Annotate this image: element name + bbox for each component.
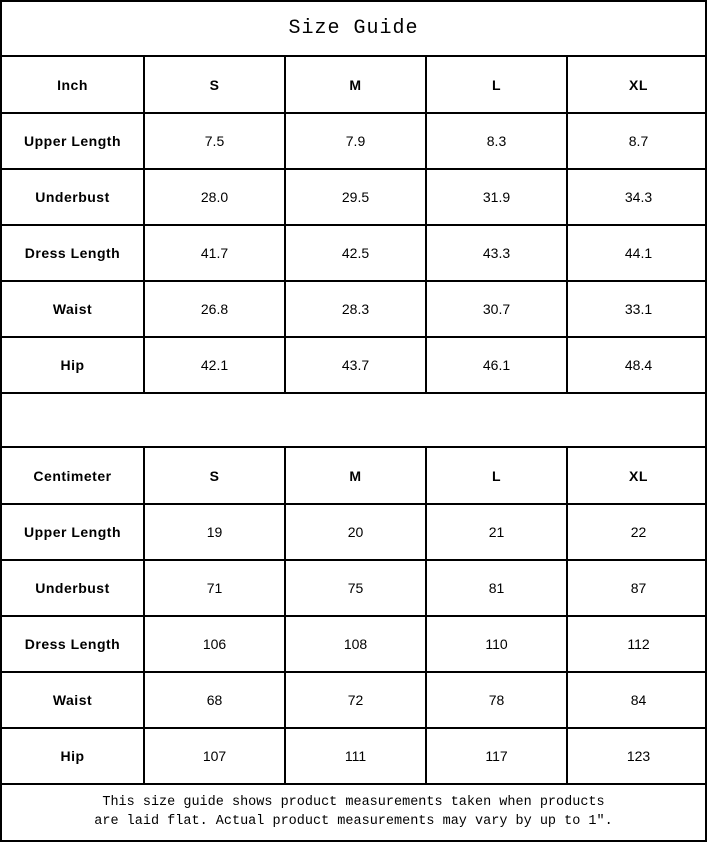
measurement-value: 68: [144, 672, 285, 728]
measurement-value: 108: [285, 616, 426, 672]
measurement-value: 7.5: [144, 113, 285, 169]
row-label: Hip: [2, 728, 144, 784]
row-label: Waist: [2, 281, 144, 337]
row-label: Waist: [2, 672, 144, 728]
measurement-value: 21: [426, 504, 567, 560]
measurement-value: 41.7: [144, 225, 285, 281]
row-label: Upper Length: [2, 504, 144, 560]
measurement-value: 29.5: [285, 169, 426, 225]
unit-header-cell: Centimeter: [2, 448, 144, 504]
measurement-value: 28.3: [285, 281, 426, 337]
measurement-value: 117: [426, 728, 567, 784]
measurement-value: 34.3: [567, 169, 707, 225]
measurement-value: 72: [285, 672, 426, 728]
measurement-value: 26.8: [144, 281, 285, 337]
inch-header-row: [2, 57, 707, 113]
measurement-row-hip: [2, 337, 707, 393]
measurement-row-underbust: [2, 560, 707, 616]
measurement-value: 42.5: [285, 225, 426, 281]
size-header-cell-m: M: [285, 57, 426, 113]
measurement-value: 112: [567, 616, 707, 672]
measurement-value: 43.7: [285, 337, 426, 393]
size-header-cell-l: L: [426, 57, 567, 113]
row-label: Dress Length: [2, 225, 144, 281]
measurement-value: 30.7: [426, 281, 567, 337]
measurement-value: 42.1: [144, 337, 285, 393]
unit-header-cell: Inch: [2, 57, 144, 113]
measurement-value: 111: [285, 728, 426, 784]
measurement-row-hip: [2, 728, 707, 784]
measurement-value: 44.1: [567, 225, 707, 281]
measurement-value: 19: [144, 504, 285, 560]
size-header-cell-s: S: [144, 57, 285, 113]
size-header-cell-xl: XL: [567, 448, 707, 504]
measurement-value: 81: [426, 560, 567, 616]
size-header-cell-m: M: [285, 448, 426, 504]
measurement-value: 107: [144, 728, 285, 784]
cm-header-row: [2, 448, 707, 504]
row-label: Hip: [2, 337, 144, 393]
inch-table: [2, 57, 707, 394]
measurement-value: 84: [567, 672, 707, 728]
size-header-cell-l: L: [426, 448, 567, 504]
measurement-row-upper-length: [2, 504, 707, 560]
footnote-line-1: This size guide shows product measurements taken when products: [102, 794, 605, 810]
measurement-value: 71: [144, 560, 285, 616]
measurement-row-waist: [2, 281, 707, 337]
measurement-value: 33.1: [567, 281, 707, 337]
measurement-row-upper-length: [2, 113, 707, 169]
footnote-line-2: are laid flat. Actual product measurements may vary by up to 1″.: [94, 813, 613, 829]
measurement-value: 106: [144, 616, 285, 672]
measurement-value: 8.3: [426, 113, 567, 169]
footnote: [2, 785, 705, 838]
measurement-value: 20: [285, 504, 426, 560]
measurement-value: 7.9: [285, 113, 426, 169]
size-guide-title: Size Guide: [2, 2, 705, 57]
measurement-value: 8.7: [567, 113, 707, 169]
measurement-row-dress-length: [2, 616, 707, 672]
measurement-value: 48.4: [567, 337, 707, 393]
measurement-value: 78: [426, 672, 567, 728]
measurement-value: 75: [285, 560, 426, 616]
size-header-cell-s: S: [144, 448, 285, 504]
centimeter-table: [2, 448, 707, 785]
size-header-cell-xl: XL: [567, 57, 707, 113]
row-label: Underbust: [2, 560, 144, 616]
measurement-value: 87: [567, 560, 707, 616]
measurement-row-underbust: [2, 169, 707, 225]
measurement-row-waist: [2, 672, 707, 728]
measurement-value: 123: [567, 728, 707, 784]
row-label: Upper Length: [2, 113, 144, 169]
row-label: Underbust: [2, 169, 144, 225]
measurement-value: 110: [426, 616, 567, 672]
spacer-row: [2, 394, 705, 448]
measurement-value: 46.1: [426, 337, 567, 393]
row-label: Dress Length: [2, 616, 144, 672]
measurement-value: 31.9: [426, 169, 567, 225]
measurement-value: 22: [567, 504, 707, 560]
measurement-value: 43.3: [426, 225, 567, 281]
measurement-value: 28.0: [144, 169, 285, 225]
measurement-row-dress-length: [2, 225, 707, 281]
